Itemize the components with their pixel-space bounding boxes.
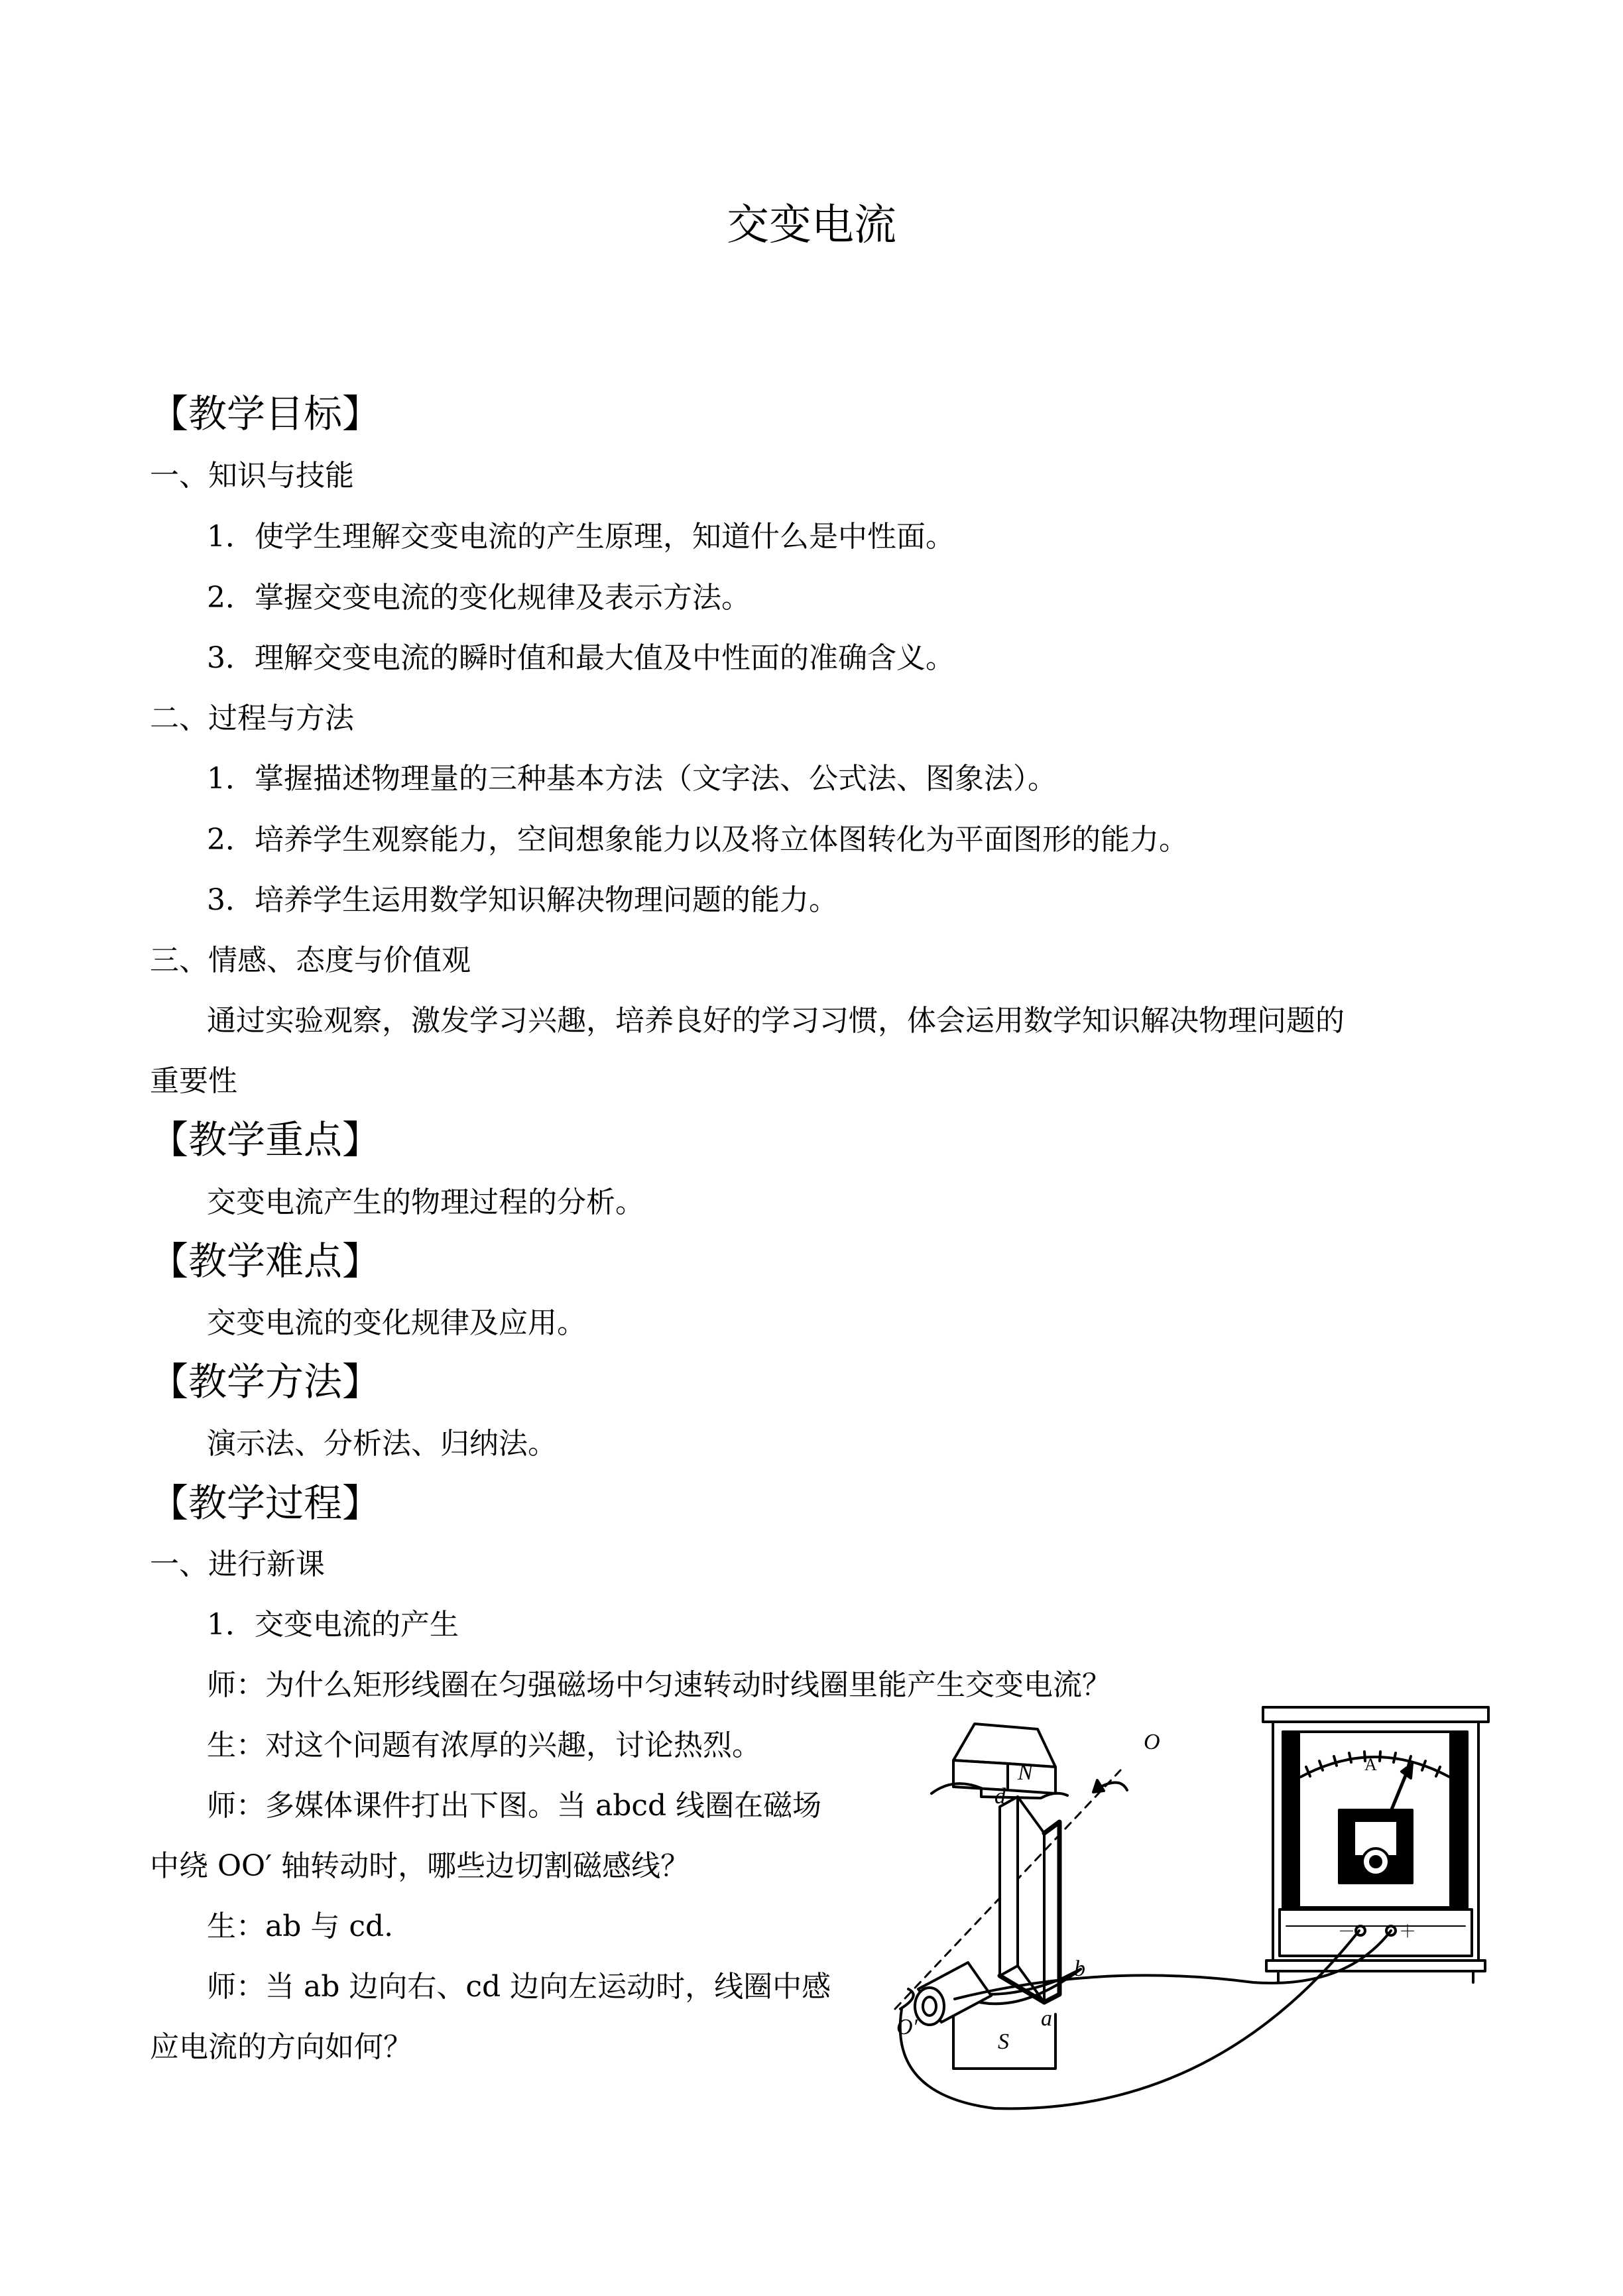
procedure-section: 一、进行新课 bbox=[150, 1547, 325, 1581]
label-o-prime: O′ bbox=[896, 2015, 918, 2039]
procedure-heading: 【教学过程】 bbox=[150, 1480, 381, 1526]
page-title: 交变电流 bbox=[727, 201, 896, 250]
knowledge-item-2: 2．掌握交变电流的变化规律及表示方法。 bbox=[207, 581, 751, 615]
method-text: 演示法、分析法、归纳法。 bbox=[207, 1427, 557, 1461]
knowledge-item-3: 3．理解交变电流的瞬时值和最大值及中性面的准确含义。 bbox=[207, 641, 955, 675]
rotation-arrow-icon bbox=[1101, 1783, 1127, 1790]
knowledge-item-1: 1．使学生理解交变电流的产生原理，知道什么是中性面。 bbox=[207, 520, 955, 554]
goals-heading: 【教学目标】 bbox=[150, 391, 381, 436]
label-minus: － bbox=[1338, 1922, 1356, 1941]
label-plus: ＋ bbox=[1399, 1922, 1417, 1941]
label-b: b bbox=[1074, 1957, 1085, 1981]
method-heading: 【教学方法】 bbox=[150, 1359, 381, 1404]
difficulty-heading: 【教学难点】 bbox=[150, 1239, 381, 1284]
coil-icon bbox=[1000, 1797, 1059, 2002]
dialog-line-5: 生：ab 与 cd. bbox=[207, 1909, 394, 1943]
label-a: a bbox=[1041, 2006, 1052, 2031]
dialog-line-6: 师：当 ab 边向右、cd 边向左运动时，线圈中感 bbox=[207, 1970, 831, 2004]
dialog-line-1: 师：为什么矩形线圈在匀强磁场中匀速转动时线圈里能产生交变电流？ bbox=[207, 1668, 1111, 1702]
knowledge-heading: 一、知识与技能 bbox=[150, 459, 354, 493]
label-ammeter-a: A bbox=[1364, 1755, 1377, 1774]
ac-generator-figure bbox=[882, 1697, 1492, 2122]
emotion-text-line-1: 通过实验观察，激发学习兴趣，培养良好的学习习惯，体会运用数学知识解决物理问题的 bbox=[207, 1004, 1345, 1038]
key-point-text: 交变电流产生的物理过程的分析。 bbox=[207, 1185, 644, 1219]
dialog-line-2: 生：对这个问题有浓厚的兴趣，讨论热烈。 bbox=[207, 1728, 761, 1762]
process-item-3: 3．培养学生运用数学知识解决物理问题的能力。 bbox=[207, 883, 838, 917]
process-heading: 二、过程与方法 bbox=[150, 701, 354, 735]
label-d: d bbox=[994, 1784, 1006, 1809]
label-o: O bbox=[1144, 1730, 1160, 1754]
process-item-1: 1．掌握描述物理量的三种基本方法（文字法、公式法、图象法）。 bbox=[207, 762, 1057, 796]
procedure-subsection: 1．交变电流的产生 bbox=[207, 1608, 459, 1642]
emotion-text-line-2: 重要性 bbox=[150, 1064, 237, 1098]
ammeter-icon bbox=[1263, 1707, 1488, 1982]
process-item-2: 2．培养学生观察能力，空间想象能力以及将立体图转化为平面图形的能力。 bbox=[207, 823, 1188, 857]
emotion-heading: 三、情感、态度与价值观 bbox=[150, 943, 471, 977]
dialog-line-4: 中绕 OO′ 轴转动时，哪些边切割磁感线？ bbox=[150, 1849, 690, 1883]
key-point-heading: 【教学重点】 bbox=[150, 1117, 381, 1162]
difficulty-text: 交变电流的变化规律及应用。 bbox=[207, 1306, 586, 1340]
label-n: N bbox=[1018, 1760, 1033, 1785]
dialog-line-3: 师：多媒体课件打出下图。当 abcd 线圈在磁场 bbox=[207, 1789, 822, 1823]
dialog-line-7: 应电流的方向如何？ bbox=[150, 2030, 412, 2064]
label-s: S bbox=[998, 2029, 1009, 2054]
